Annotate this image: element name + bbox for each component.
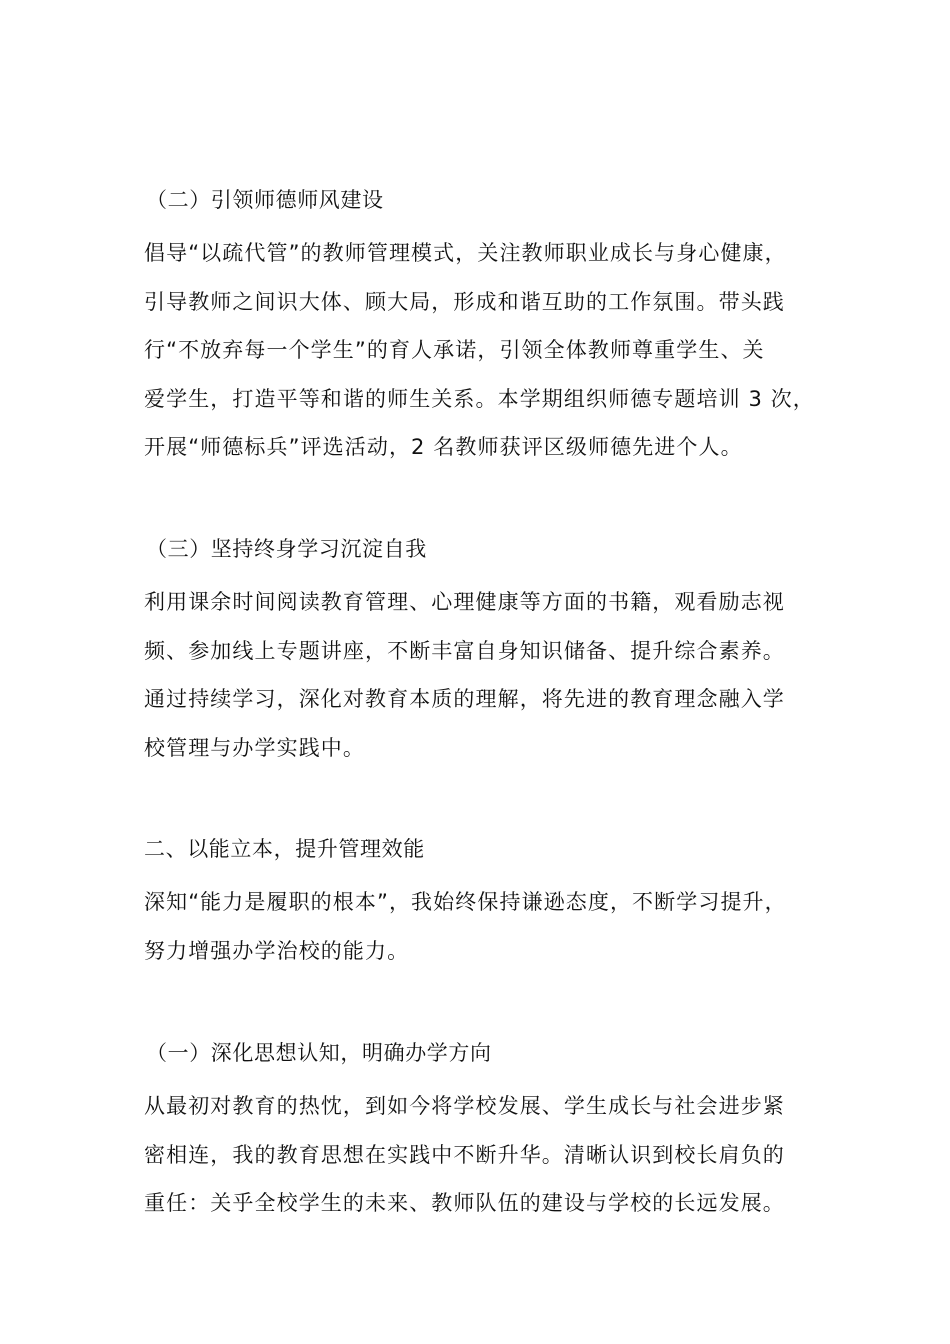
section-heading-management-efficiency: 二、以能立本，提升管理效能 [144,837,425,861]
paragraph-line: 利用课余时间阅读教育管理、心理健康等方面的书籍，观看励志视 [144,590,785,614]
paragraph-line: 校管理与办学实践中。 [144,735,365,760]
paragraph-line: 努力增强办学治校的能力。 [144,938,410,963]
paragraph-line: 行“不放弃每一个学生”的育人承诺，引领全体教师尊重学生、关 [144,338,765,362]
section-paragraph-lifelong-learning [144,578,844,772]
paragraph-line: 倡导“以疏代管”的教师管理模式，关注教师职业成长与身心健康， [144,241,787,265]
section-heading-school-direction: （一）深化思想认知，明确办学方向 [146,1041,492,1065]
paragraph-line: 通过持续学习，深化对教育本质的理解，将先进的教育理念融入学 [144,687,785,711]
paragraph-line: 深知“能力是履职的根本”，我始终保持谦逊态度，不断学习提升， [144,890,787,914]
section-paragraph-school-direction [144,1082,844,1228]
paragraph-line: 从最初对教育的热忱，到如今将学校发展、学生成长与社会进步紧 [144,1094,785,1118]
section-paragraph-teacher-ethics [144,229,844,472]
paragraph-line: 频、参加线上专题讲座，不断丰富自身知识储备、提升综合素养。 [144,638,785,663]
paragraph-line: 爱学生，打造平等和谐的师生关系。本学期组织师德专题培训 3 次， [144,386,815,411]
paragraph-line: 重任：关乎全校学生的未来、教师队伍的建设与学校的长远发展。 [144,1191,785,1215]
paragraph-line: 密相连，我的教育思想在实践中不断升华。清晰认识到校长肩负的 [144,1142,785,1167]
section-heading-lifelong-learning: （三）坚持终身学习沉淀自我 [146,537,427,561]
paragraph-line: 引导教师之间识大体、顾大局，形成和谐互助的工作氛围。带头践 [144,289,785,314]
section-paragraph-management-efficiency [144,878,844,975]
section-heading-teacher-ethics: （二）引领师德师风建设 [146,188,384,212]
paragraph-line: 开展“师德标兵”评选活动，2 名教师获评区级师德先进个人。 [144,435,743,459]
